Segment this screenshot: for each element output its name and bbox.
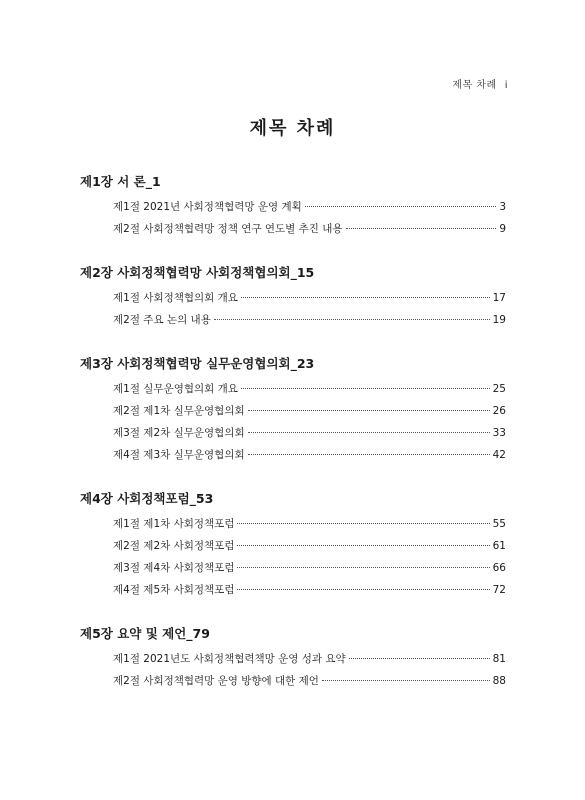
toc-entry[interactable] (113, 513, 506, 535)
running-header-page-number: i (504, 80, 508, 91)
chapter-5 (80, 626, 506, 692)
entry-label: 제4절 제5차 사회정책포럼 (113, 584, 235, 596)
entry-page-number: 72 (492, 584, 506, 596)
entry-page-number: 88 (492, 675, 506, 687)
toc-entry[interactable] (113, 535, 506, 557)
chapter-3 (80, 356, 506, 466)
dot-leader (248, 431, 490, 433)
toc-entry[interactable] (113, 400, 506, 422)
page-title: 제목 차례 (249, 118, 336, 139)
chapter-title[interactable]: 제2장 사회정책협력망 사회정책협의회_15 (80, 265, 315, 280)
entry-label: 제3절 제4차 사회정책포럼 (113, 562, 235, 574)
dot-leader (237, 544, 489, 546)
table-of-contents (80, 174, 506, 717)
chapter-2 (80, 265, 506, 331)
toc-entry[interactable] (113, 218, 506, 240)
entry-page-number: 66 (492, 562, 506, 574)
toc-entry[interactable] (113, 579, 506, 601)
chapter-title[interactable]: 제5장 요약 및 제언_79 (80, 626, 210, 641)
entry-label: 제1절 실무운영협의회 개요 (113, 383, 238, 395)
dot-leader (241, 296, 490, 298)
entry-label: 제1절 사회정책협의회 개요 (113, 292, 238, 304)
chapter-title[interactable]: 제1장 서 론_1 (80, 174, 161, 189)
dot-leader (237, 522, 489, 524)
entry-page-number: 26 (492, 405, 506, 417)
entry-page-number: 55 (492, 518, 506, 530)
entry-label: 제2절 제1차 실무운영협의회 (113, 405, 245, 417)
entry-page-number: 81 (492, 653, 506, 665)
entry-page-number: 3 (499, 201, 506, 213)
entry-label: 제3절 제2차 실무운영협의회 (113, 427, 245, 439)
toc-entry[interactable] (113, 196, 506, 218)
running-header (452, 76, 508, 91)
entry-page-number: 19 (492, 314, 506, 326)
entry-label: 제2절 제2차 사회정책포럼 (113, 540, 235, 552)
entry-label: 제2절 주요 논의 내용 (113, 314, 211, 326)
chapter-title[interactable]: 제4장 사회정책포럼_53 (80, 491, 214, 506)
toc-entry[interactable] (113, 422, 506, 444)
toc-entry[interactable] (113, 557, 506, 579)
entry-page-number: 33 (492, 427, 506, 439)
entry-page-number: 42 (492, 449, 506, 461)
toc-entry[interactable] (113, 309, 506, 331)
dot-leader (305, 205, 497, 207)
dot-leader (349, 657, 490, 659)
toc-entry[interactable] (113, 648, 506, 670)
toc-entry[interactable] (113, 670, 506, 692)
running-header-text: 제목 차례 (452, 80, 497, 91)
chapter-1 (80, 174, 506, 240)
toc-entry[interactable] (113, 378, 506, 400)
dot-leader (248, 453, 490, 455)
chapter-4 (80, 491, 506, 601)
entry-page-number: 25 (492, 383, 506, 395)
dot-leader (322, 679, 490, 681)
entry-page-number: 17 (492, 292, 506, 304)
entry-label: 제2절 사회정책협력망 운영 방향에 대한 제언 (113, 675, 319, 687)
dot-leader (241, 387, 490, 389)
chapter-title[interactable]: 제3장 사회정책협력망 실무운영협의회_23 (80, 356, 315, 371)
toc-entry[interactable] (113, 287, 506, 309)
entry-page-number: 9 (499, 223, 506, 235)
entry-label: 제4절 제3차 실무운영협의회 (113, 449, 245, 461)
dot-leader (237, 566, 489, 568)
entry-label: 제1절 2021년 사회정책협력망 운영 계획 (113, 201, 302, 213)
dot-leader (237, 588, 489, 590)
dot-leader (346, 227, 497, 229)
dot-leader (248, 409, 490, 411)
dot-leader (214, 318, 490, 320)
entry-page-number: 61 (492, 540, 506, 552)
entry-label: 제2절 사회정책협력망 정책 연구 연도별 추진 내용 (113, 223, 343, 235)
entry-label: 제1절 제1차 사회정책포럼 (113, 518, 235, 530)
toc-entry[interactable] (113, 444, 506, 466)
entry-label: 제1절 2021년도 사회정책협력책망 운영 성과 요약 (113, 653, 346, 665)
